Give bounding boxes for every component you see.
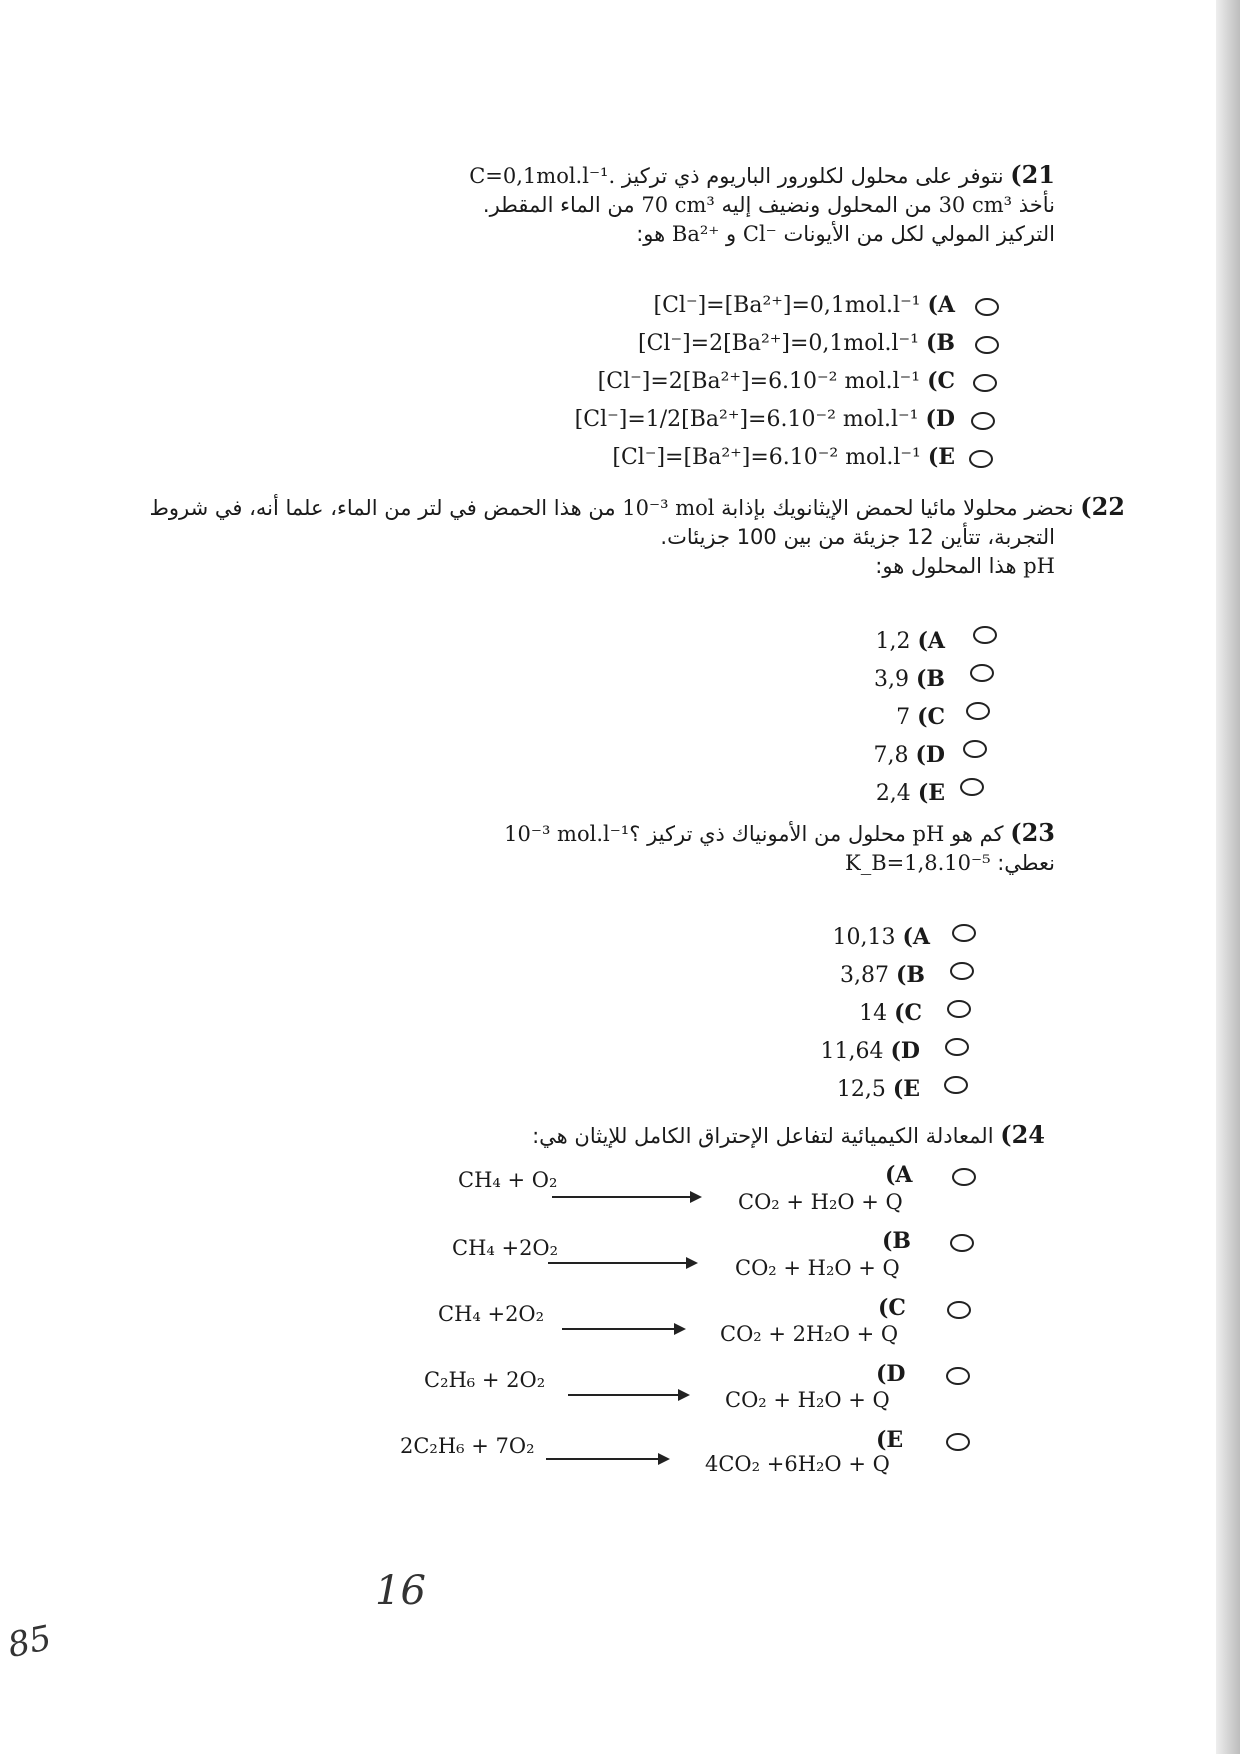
q21-option-c: [Cl⁻]=2[Ba²⁺]=6.10⁻² mol.l⁻¹ (C bbox=[597, 368, 955, 394]
q21-prompt bbox=[469, 160, 1055, 249]
q21-radio-a[interactable] bbox=[975, 298, 999, 316]
page-number: 16 bbox=[375, 1568, 426, 1614]
q21-radio-e[interactable] bbox=[969, 450, 993, 468]
q24-label-c: (C bbox=[878, 1295, 906, 1321]
q24-reactants-b: CH₄ +2O₂ bbox=[452, 1236, 559, 1260]
q21-radio-d[interactable] bbox=[971, 412, 995, 430]
q21-volume-2: 70 cm³ bbox=[641, 193, 715, 217]
q24-arrow-e bbox=[546, 1458, 668, 1460]
q22-line1-text-a: نحضر محلولا مائيا لحمض الإيثانويك بإذابة bbox=[721, 496, 1074, 520]
q22-amount: 10⁻³ mol bbox=[622, 496, 715, 520]
q24-radio-c[interactable] bbox=[947, 1301, 971, 1319]
q23-radio-d[interactable] bbox=[945, 1038, 969, 1056]
q24-reactants-c: CH₄ +2O₂ bbox=[438, 1302, 545, 1326]
q24-label-e: (E bbox=[876, 1427, 904, 1453]
q21-volume-1: 30 cm³ bbox=[938, 193, 1013, 217]
q23-option-a: 10,13 (A bbox=[832, 924, 930, 950]
q22-option-c: 7 (C bbox=[896, 704, 945, 730]
q22-line1-text-b: من هذا الحمض في لتر من الماء، علما أنه، في شروط bbox=[149, 496, 616, 520]
q22-ph-symbol: pH bbox=[1023, 554, 1055, 578]
q22-option-b: 3,9 (B bbox=[873, 666, 945, 692]
q24-products-e: 4CO₂ +6H₂O + Q bbox=[705, 1452, 890, 1476]
q23-kb-value: K_B=1,8.10⁻⁵ bbox=[845, 851, 991, 875]
scan-edge-shadow bbox=[1216, 0, 1240, 1754]
q22-prompt bbox=[149, 492, 1125, 581]
q21-ions: Ba²⁺ و Cl⁻ bbox=[671, 222, 777, 246]
q23-option-c: 14 (C bbox=[859, 1000, 922, 1026]
q21-line3-text-a: التركيز المولي لكل من الأيونات bbox=[783, 222, 1055, 246]
q21-line1-text: نتوفر على محلول لكلورور الباريوم ذي تركيز bbox=[621, 164, 1004, 188]
q22-option-e: 2,4 (E bbox=[875, 780, 945, 806]
q22-radio-b[interactable] bbox=[970, 664, 994, 682]
q21-line3-text-b: هو: bbox=[636, 222, 666, 246]
q22-radio-c[interactable] bbox=[966, 702, 990, 720]
q21-option-a: [Cl⁻]=[Ba²⁺]=0,1mol.l⁻¹ (A bbox=[653, 292, 955, 318]
q21-radio-b[interactable] bbox=[975, 336, 999, 354]
q23-radio-e[interactable] bbox=[944, 1076, 968, 1094]
q23-radio-c[interactable] bbox=[947, 1000, 971, 1018]
q21-option-e: [Cl⁻]=[Ba²⁺]=6.10⁻² mol.l⁻¹ (E bbox=[612, 444, 955, 470]
q23-option-d: 11,64 (D bbox=[820, 1038, 920, 1064]
q23-line1-text-a: كم هو bbox=[950, 822, 1004, 846]
q22-line3-text: هذا المحلول هو: bbox=[875, 554, 1017, 578]
q24-radio-b[interactable] bbox=[950, 1234, 974, 1252]
q23-line1-text-b: محلول من الأمونياك ذي تركيز bbox=[647, 822, 906, 846]
q24-label-b: (B bbox=[882, 1228, 912, 1254]
q24-label-a: (A bbox=[885, 1162, 913, 1188]
q23-option-b: 3,87 (B bbox=[840, 962, 925, 988]
q24-reactants-a: CH₄ + O₂ bbox=[458, 1168, 558, 1192]
q22-radio-d[interactable] bbox=[963, 740, 987, 758]
q24-radio-a[interactable] bbox=[952, 1168, 976, 1186]
q24-radio-d[interactable] bbox=[946, 1367, 970, 1385]
q21-line2-text-c: من الماء المقطر. bbox=[482, 193, 635, 217]
q22-option-a: 1,2 (A bbox=[875, 628, 945, 654]
q22-number: 22) bbox=[1080, 492, 1125, 521]
q21-number: 21) bbox=[1010, 160, 1055, 189]
q23-radio-a[interactable] bbox=[952, 924, 976, 942]
q24-reactants-d: C₂H₆ + 2O₂ bbox=[424, 1368, 546, 1392]
q24-reactants-e: 2C₂H₆ + 7O₂ bbox=[400, 1434, 535, 1458]
q21-line2-text-a: نأخذ bbox=[1018, 193, 1055, 217]
q24-arrow-b bbox=[548, 1262, 696, 1264]
q23-prompt bbox=[504, 818, 1055, 878]
q24-arrow-d bbox=[568, 1394, 688, 1396]
q23-line2-text: نعطي: bbox=[997, 851, 1055, 875]
q24-label-d: (D bbox=[876, 1361, 906, 1387]
q24-products-b: CO₂ + H₂O + Q bbox=[735, 1256, 900, 1280]
q24-prompt bbox=[532, 1120, 1045, 1151]
q23-ph-symbol: pH bbox=[912, 822, 945, 846]
q24-line1-text: المعادلة الكيميائية لتفاعل الإحتراق الكامل للإيثان هي: bbox=[532, 1124, 994, 1148]
q21-concentration: C=0,1mol.l⁻¹. bbox=[469, 164, 616, 188]
q23-option-e: 12,5 (E bbox=[836, 1076, 920, 1102]
q22-radio-e[interactable] bbox=[960, 778, 984, 796]
q23-concentration: 10⁻³ mol.l⁻¹؟ bbox=[504, 822, 641, 846]
q24-arrow-c bbox=[562, 1328, 684, 1330]
q21-line2-text-b: من المحلول ونضيف إليه bbox=[721, 193, 932, 217]
q24-radio-e[interactable] bbox=[946, 1433, 970, 1451]
q23-number: 23) bbox=[1010, 818, 1055, 847]
q24-products-a: CO₂ + H₂O + Q bbox=[738, 1190, 903, 1214]
q22-line2-text: التجربة، تتأين 12 جزيئة من بين 100 جزيئات. bbox=[660, 525, 1055, 549]
margin-note: 85 bbox=[4, 1617, 55, 1667]
q21-option-b: [Cl⁻]=2[Ba²⁺]=0,1mol.l⁻¹ (B bbox=[638, 330, 955, 356]
q22-option-d: 7,8 (D bbox=[873, 742, 945, 768]
q24-number: 24) bbox=[1000, 1120, 1045, 1149]
q24-products-d: CO₂ + H₂O + Q bbox=[725, 1388, 890, 1412]
q24-products-c: CO₂ + 2H₂O + Q bbox=[720, 1322, 899, 1346]
q21-option-d: [Cl⁻]=1/2[Ba²⁺]=6.10⁻² mol.l⁻¹ (D bbox=[574, 406, 955, 432]
q21-radio-c[interactable] bbox=[973, 374, 997, 392]
q22-radio-a[interactable] bbox=[973, 626, 997, 644]
q24-arrow-a bbox=[552, 1196, 700, 1198]
q23-radio-b[interactable] bbox=[950, 962, 974, 980]
